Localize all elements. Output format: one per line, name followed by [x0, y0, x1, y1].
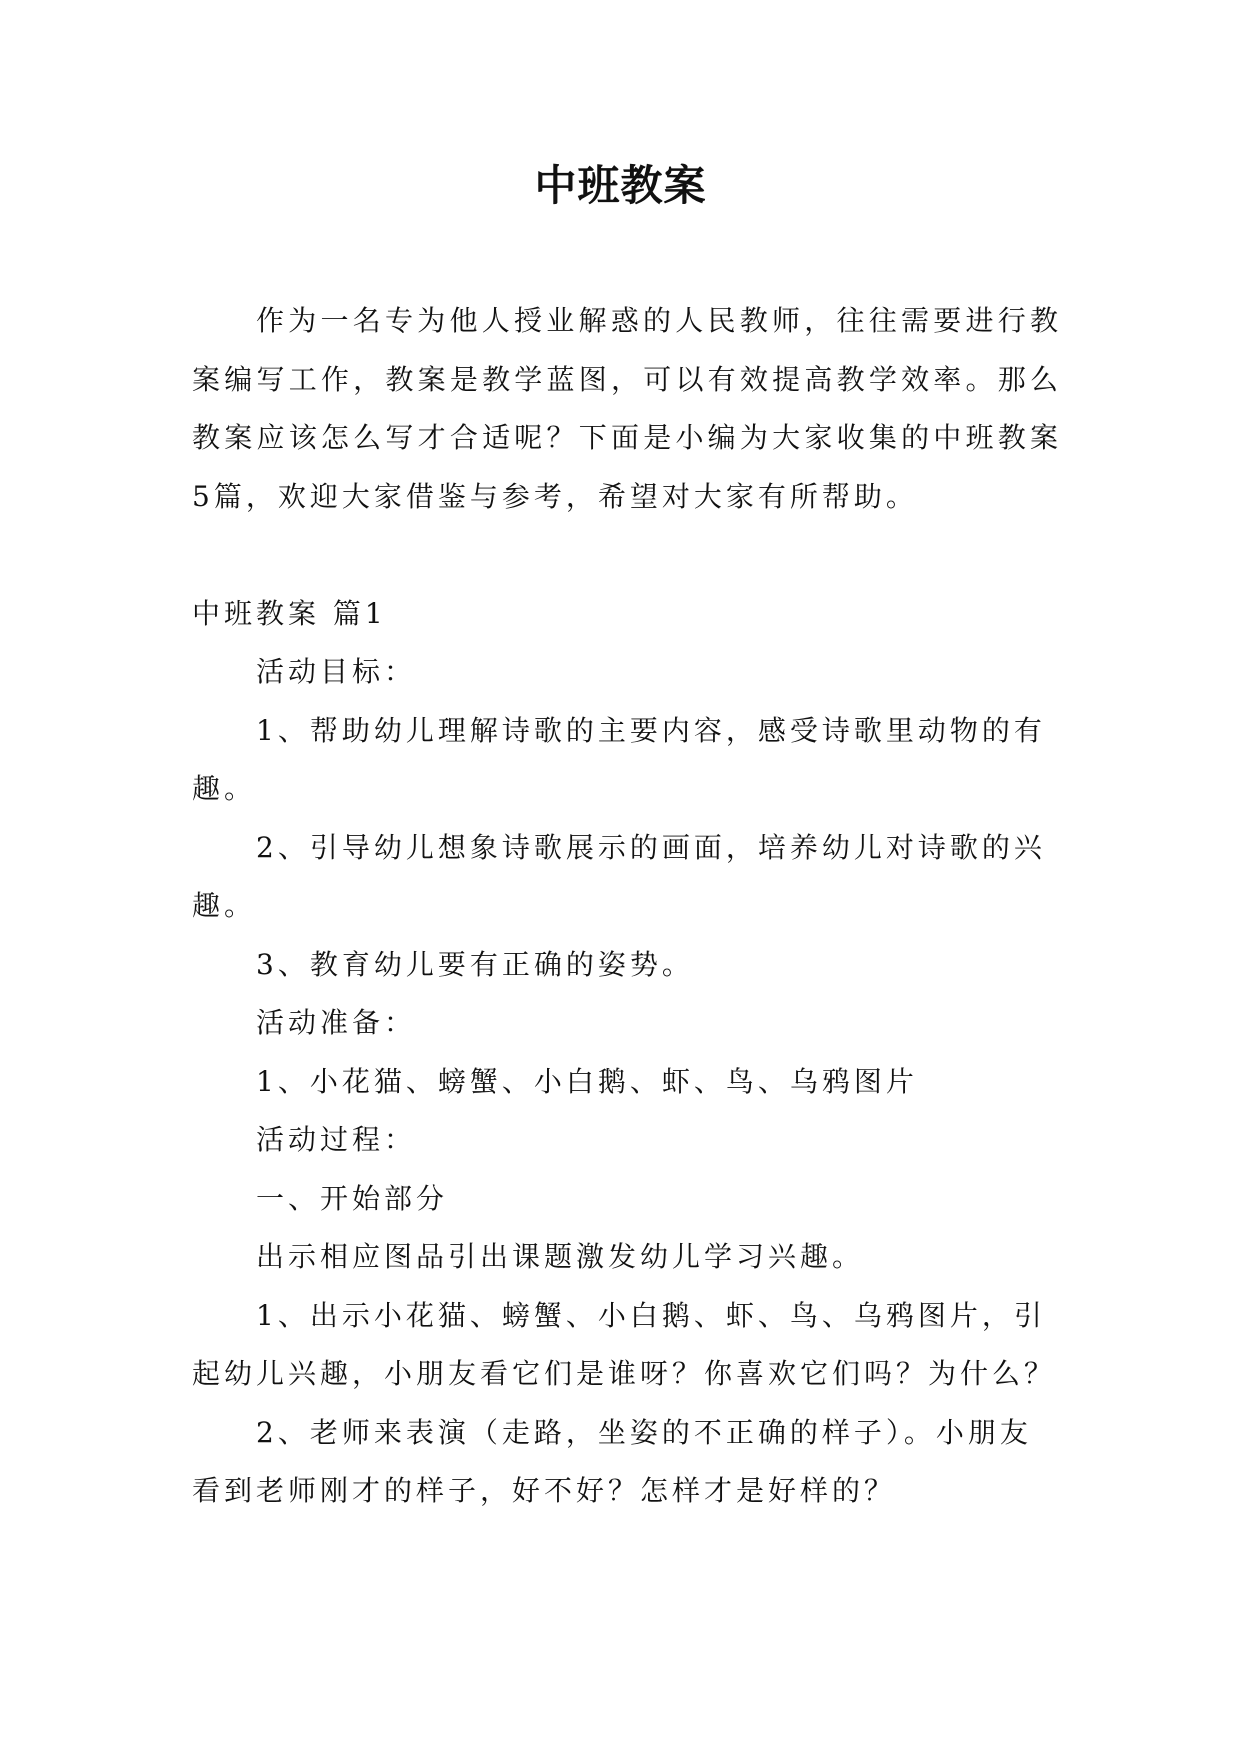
paragraph-activity-prep: 活动准备：: [256, 1006, 417, 1039]
paragraph-show-pictures: 出示相应图品引出课题激发幼儿学习兴趣。: [256, 1240, 865, 1273]
paragraph-activity-goals: 活动目标：: [256, 655, 417, 688]
paragraph-goal-2: 2、引导幼儿想象诗歌展示的画面，培养幼儿对诗歌的兴趣。: [192, 830, 1046, 922]
section-title: 中班教案 篇1: [192, 596, 387, 630]
paragraph-goal-1: 1、帮助幼儿理解诗歌的主要内容，感受诗歌里动物的有趣。: [192, 713, 1046, 805]
paragraph-goal-3: 3、教育幼儿要有正确的姿势。: [256, 947, 694, 981]
paragraph-activity-process: 活动过程：: [256, 1123, 417, 1156]
paragraph-prep-1: 1、小花猫、螃蟹、小白鹅、虾、鸟、乌鸦图片: [256, 1064, 918, 1098]
paragraph-start-part: 一、开始部分: [256, 1181, 449, 1215]
paragraph-process-1: 1、出示小花猫、螃蟹、小白鹅、虾、鸟、乌鸦图片，引起幼儿兴趣，小朋友看它们是谁呀？你喜欢它们吗？为什么？: [192, 1298, 1057, 1390]
document-body: [192, 292, 1062, 1521]
paragraph-process-2: 2、老师来表演（走路，坐姿的不正确的样子）。小朋友看到老师刚才的样子，好不好？怎样才是好样的？: [192, 1415, 1032, 1507]
intro-paragraph: 作为一名专为他人授业解惑的人民教师，往往需要进行教案编写工作，教案是教学蓝图，可以有效提高教学效率。那么教案应该怎么写才合适呢？下面是小编为大家收集的中班教案5篇，欢迎大家借鉴与参考，希望对大家有所帮助。: [192, 304, 1062, 513]
document-title: 中班教案: [534, 161, 707, 210]
